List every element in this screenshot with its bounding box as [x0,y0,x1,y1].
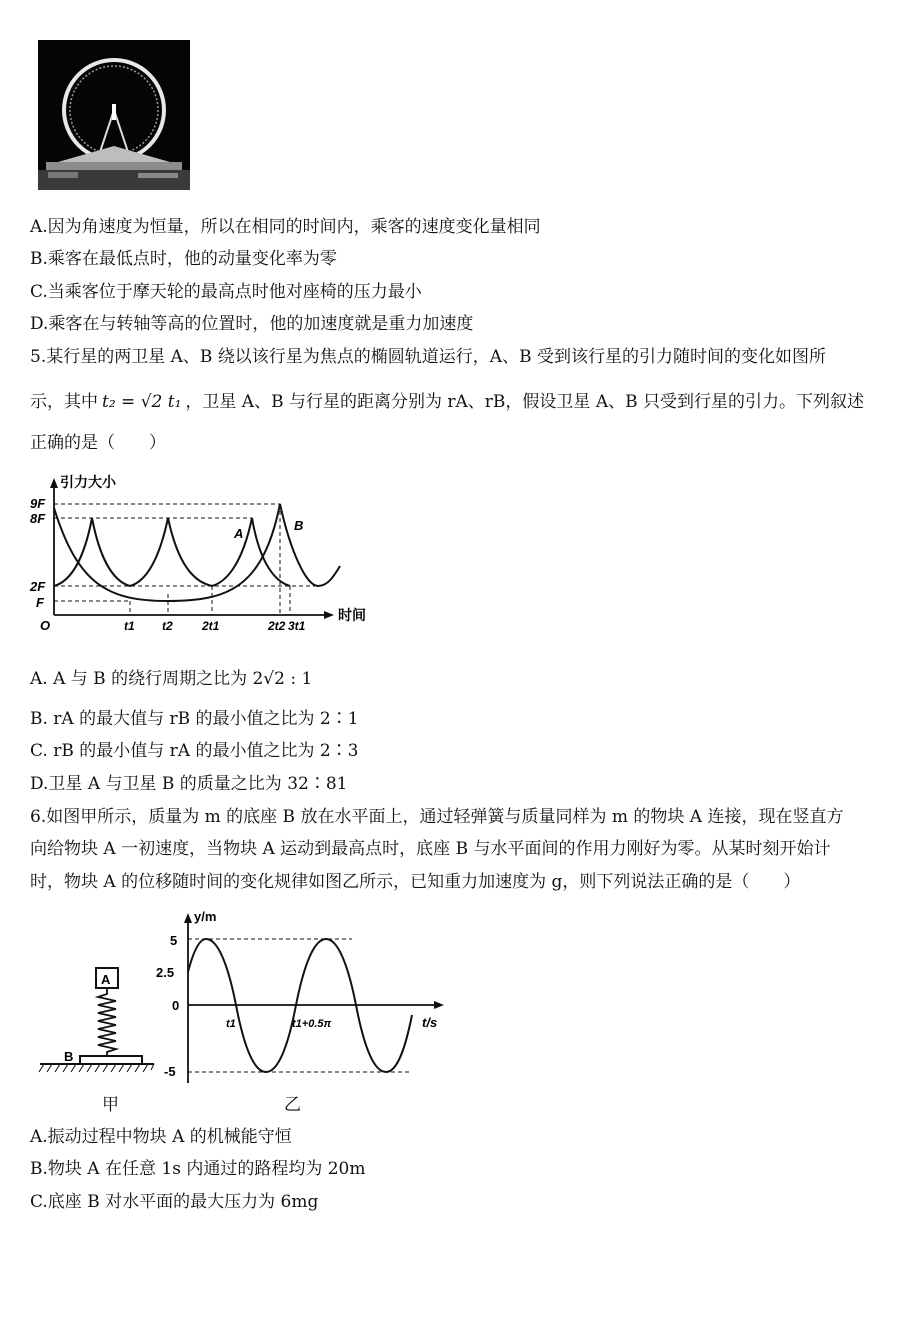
spring-icon [98,988,116,1056]
q5-xtick-3t1: 3t1 [288,619,306,633]
ferris-wheel-drawing [38,40,190,190]
q5-stem-line2-post: ，卫星 A、B 与行星的距离分别为 rA、rB，假设卫星 A、B 只受到行星的引力。下列叙述 [185,392,864,412]
q6-option-b: B.物块 A 在任意 1s 内通过的路程均为 20m [30,1159,366,1179]
q5-origin: O [40,618,51,633]
q5-option-b: B. rA 的最大值与 rB 的最小值之比为 2∶1 [30,709,359,729]
q5-xtick-2t1: 2t1 [202,619,220,633]
q5-xtick-2t2: 2t2 [268,619,286,633]
q6-xtick-t1: t1 [226,1018,236,1030]
q6-ytick-5: 5 [170,933,178,948]
q6-ytick-0: 0 [172,998,180,1013]
q6-y-label: y/m [194,909,217,924]
q5-x-label: 时间 [338,607,366,623]
q5-y-label: 引力大小 [60,474,116,490]
q6-caption-yi: 乙 [284,1095,301,1115]
q4-option-d: D.乘客在与转轴等高的位置时，他的加速度就是重力加速度 [30,314,474,334]
q4-option-a: A.因为角速度为恒量，所以在相同的时间内，乘客的速度变化量相同 [30,217,541,237]
q6-xtick-t1-plus: t1+0.5π [292,1018,332,1030]
q5-curve-a-label: A [234,526,244,541]
q5-ytick-2f: 2F [30,579,46,594]
q6-caption-jia: 甲 [102,1095,119,1115]
q5-stem-line2-pre: 示，其中 [30,392,98,412]
q5-stem-line1: 5.某行星的两卫星 A、B 绕以该行星为焦点的椭圆轨道运行，A、B 受到该行星的引力随时间的变化如图所 [30,347,826,367]
q6-displacement-graph [154,905,450,1085]
base-b-label: B [64,1049,74,1064]
q5-option-c: C. rB 的最小值与 rA 的最小值之比为 2∶3 [30,741,359,761]
q5-stem-line3: 正确的是（ ） [30,433,166,453]
q5-formula: t₂ = √2 t₁ [102,392,182,412]
q6-stem-line3: 时，物块 A 的位移随时间的变化规律如图乙所示，已知重力加速度为 g，则下列说法正确的是（ ） [30,872,801,892]
q6-option-c: C.底座 B 对水平面的最大压力为 6mg [30,1192,319,1212]
q6-stem-line1: 6.如图甲所示，质量为 m 的底座 B 放在水平面上，通过轻弹簧与质量同样为 m 的物块 A 连接，现在竖直方 [30,807,844,827]
q5-ytick-9f: 9F [30,496,46,511]
q5-force-graph [28,470,388,640]
q5-xtick-t2: t2 [162,619,173,633]
q6-spring-figure [36,960,158,1080]
q5-curve-b-label: B [294,518,304,533]
ferris-wheel-photo [38,40,190,190]
q5-xtick-t1: t1 [124,619,135,633]
q6-ytick-neg5: -5 [164,1064,176,1079]
q6-t-label: t/s [422,1015,438,1030]
q5-stem-line2 [30,391,864,413]
q5-option-d: D.卫星 A 与卫星 B 的质量之比为 32∶81 [30,774,348,794]
q4-option-b: B.乘客在最低点时，他的动量变化率为零 [30,249,337,269]
q6-option-a: A.振动过程中物块 A 的机械能守恒 [30,1127,292,1147]
block-a-label: A [101,972,111,987]
q6-ytick-2-5: 2.5 [156,965,175,980]
q5-ytick-f: F [36,595,44,610]
q6-stem-line2: 向给物块 A 一初速度，当物块 A 运动到最高点时，底座 B 与水平面间的作用力刚好为零。从某时刻开始计 [30,839,831,859]
q4-option-c: C.当乘客位于摩天轮的最高点时他对座椅的压力最小 [30,282,422,302]
q5-ytick-8f: 8F [30,511,46,526]
base-b [80,1056,142,1064]
q5-option-a: A. A 与 B 的绕行周期之比为 2√2 : 1 [30,669,313,689]
